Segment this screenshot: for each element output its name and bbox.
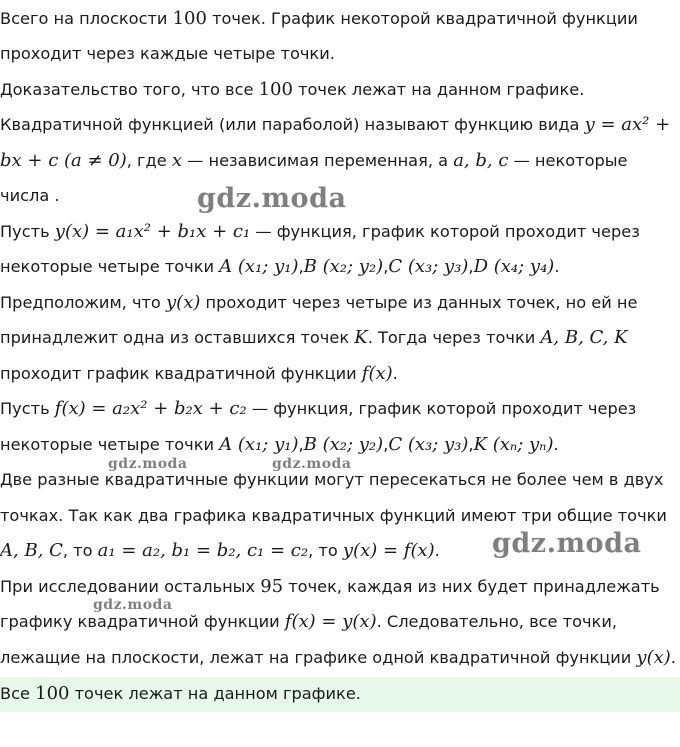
math-expression: y(x)	[636, 647, 671, 668]
text-line	[0, 611, 617, 633]
answer-line	[0, 683, 361, 705]
math-expression: A (x₁; y₁)	[219, 434, 299, 455]
text-fragment: Пусть	[0, 222, 55, 241]
text-fragment: .	[670, 648, 676, 667]
text-fragment: .	[553, 435, 559, 454]
math-expression: y(x)	[166, 292, 201, 313]
text-line	[0, 398, 636, 420]
text-fragment: — функция, график которой проходит через	[250, 222, 640, 241]
math-number: 100	[258, 79, 293, 100]
text-fragment: ,	[298, 435, 304, 454]
text-fragment: .	[434, 541, 440, 560]
watermark: gdz.moda	[492, 528, 642, 559]
text-line	[0, 8, 638, 30]
text-fragment: — независимая переменная, а	[182, 151, 454, 170]
math-expression: C (x₃; y₃)	[388, 256, 469, 277]
text-fragment: точек. График некоторой квадратичной функции	[206, 9, 638, 28]
text-fragment: точек лежат на данном графике.	[292, 80, 585, 99]
text-fragment: Всего на плоскости	[0, 9, 173, 28]
text-fragment: Все	[0, 684, 36, 703]
watermark: gdz.moda	[108, 456, 188, 472]
text-line	[0, 540, 440, 562]
text-line	[0, 505, 667, 527]
text-line	[0, 327, 628, 349]
math-expression: A (x₁; y₁)	[219, 256, 299, 277]
math-expression: C (x₃; y₃)	[388, 434, 469, 455]
text-fragment: Две разные квадратичные функции могут пересекаться не более чем в двух	[0, 470, 664, 489]
text-fragment: . Следовательно, все точки,	[376, 612, 617, 631]
watermark: gdz.moda	[197, 183, 347, 214]
text-fragment: точках. Так как два графика квадратичных функций имеют три общие точки	[0, 506, 667, 525]
text-line	[0, 434, 559, 456]
math-expression: A, B, C	[0, 540, 63, 561]
text-fragment: некоторые четыре точки	[0, 435, 220, 454]
text-fragment: ,	[298, 257, 304, 276]
text-fragment: графику квадратичной функции	[0, 612, 285, 631]
text-fragment: проходит через четыре из данных точек, но ей не	[200, 293, 638, 312]
text-line	[0, 79, 584, 101]
math-expression: D (x₄; y₄)	[473, 256, 555, 277]
text-fragment: .	[554, 257, 560, 276]
text-fragment: — некоторые	[508, 151, 628, 170]
text-fragment: — функция, график которой проходит через	[246, 399, 637, 418]
math-expression: a₁ = a₂, b₁ = b₂, c₁ = c₂	[97, 540, 309, 561]
math-expression: f(x) = a₂x² + b₂x + c₂	[54, 398, 247, 419]
text-fragment: Доказательство того, что все	[0, 80, 259, 99]
text-line	[0, 43, 335, 65]
math-expression: f(x)	[361, 363, 393, 384]
text-fragment: точек лежат на данном графике.	[69, 684, 361, 703]
math-number: 95	[260, 576, 284, 597]
text-fragment: принадлежит одна из оставшихся точек	[0, 328, 355, 347]
text-fragment: Квадратичной функцией (или параболой) называют функцию вида	[0, 115, 585, 134]
math-number: 100	[35, 683, 70, 704]
text-fragment: ,	[383, 435, 389, 454]
text-line	[0, 114, 670, 136]
text-fragment: ,	[468, 257, 474, 276]
math-expression: bx + c (a ≠ 0)	[0, 150, 127, 171]
text-line	[0, 363, 398, 385]
text-fragment: . Тогда через точки	[367, 328, 541, 347]
text-line	[0, 576, 660, 598]
text-fragment: .	[392, 364, 398, 383]
text-fragment: лежащие на плоскости, лежат на графике одной квадратичной функции	[0, 648, 637, 667]
text-fragment: ,	[383, 257, 389, 276]
text-line	[0, 292, 637, 314]
text-fragment: Пусть	[0, 399, 55, 418]
text-fragment: числа .	[0, 186, 60, 205]
math-expression: x	[171, 150, 183, 171]
text-fragment: ,	[468, 435, 474, 454]
text-line	[0, 256, 559, 278]
text-fragment: Предположим, что	[0, 293, 166, 312]
text-fragment: точек, каждая из них будет принадлежать	[283, 577, 660, 596]
text-fragment: , то	[308, 541, 343, 560]
text-line	[0, 647, 676, 669]
math-expression: f(x) = y(x)	[284, 611, 377, 632]
math-number: 100	[172, 8, 207, 29]
math-expression: A, B, C, K	[540, 327, 628, 348]
text-line	[0, 469, 663, 491]
text-line	[0, 185, 60, 207]
text-line	[0, 221, 640, 243]
math-expression: B (x₂; y₂)	[303, 434, 384, 455]
watermark: gdz.moda	[272, 456, 352, 472]
text-fragment: некоторые четыре точки	[0, 257, 220, 276]
math-expression: a, b, c	[453, 150, 509, 171]
text-fragment: проходит через каждые четыре точки.	[0, 44, 335, 63]
math-expression: y = ax² +	[584, 114, 671, 135]
math-expression: K	[354, 327, 368, 348]
math-expression: y(x) = a₁x² + b₁x + c₁	[54, 221, 251, 242]
text-line	[0, 150, 628, 172]
math-expression: B (x₂; y₂)	[303, 256, 384, 277]
text-fragment: , то	[62, 541, 98, 560]
text-fragment: При исследовании остальных	[0, 577, 261, 596]
text-fragment: , где	[126, 151, 172, 170]
math-expression: K (xₙ; yₙ)	[473, 434, 554, 455]
text-fragment: проходит график квадратичной функции	[0, 364, 362, 383]
watermark: gdz.moda	[93, 597, 173, 613]
math-expression: y(x) = f(x)	[342, 540, 435, 561]
